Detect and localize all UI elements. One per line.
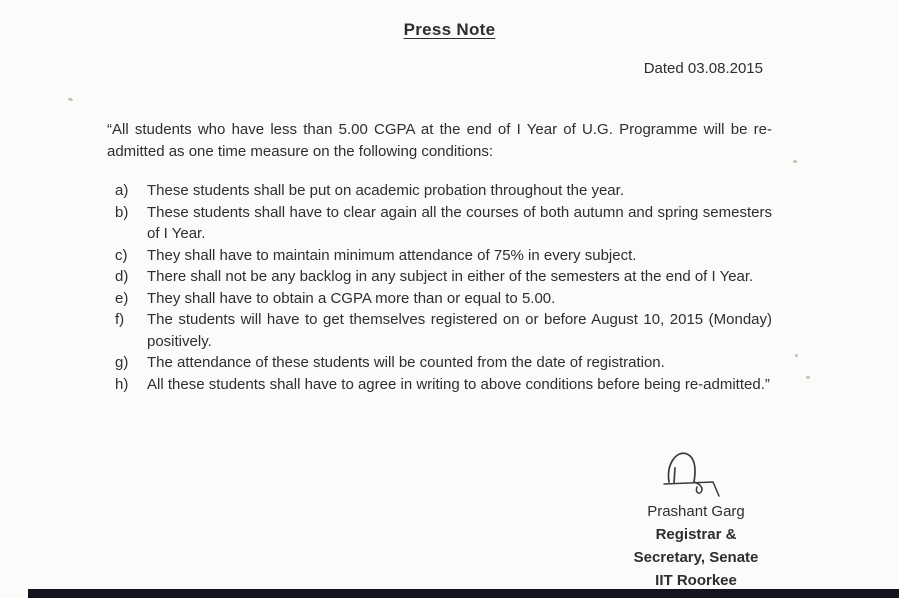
list-item-text: They shall have to maintain minimum attendance of 75% in every subject.: [147, 246, 637, 264]
scan-speck: [68, 97, 74, 102]
scan-speck: [795, 354, 798, 357]
page-title: Press Note: [403, 20, 496, 39]
scan-edge-artifact: [28, 589, 899, 598]
list-item-text: All these students shall have to agree in writing to above conditions before being re-admitted.”: [147, 375, 770, 393]
signatory-title-line3: IIT Roorkee: [655, 572, 737, 589]
scan-speck: [793, 160, 797, 163]
signature-block: [621, 448, 771, 592]
list-item-label: h): [115, 375, 129, 393]
signatory-title-line1: Registrar &: [655, 526, 737, 543]
list-item-label: f): [115, 311, 125, 328]
list-item: [115, 309, 772, 352]
list-item: [115, 266, 772, 288]
list-item-text: The students will have to get themselves registered on or before August 10, 2015 (Monday) positively.: [147, 311, 772, 350]
list-item-label: c): [115, 246, 128, 264]
list-item-text: The attendance of these students will be counted from the date of registration.: [147, 354, 665, 371]
list-item-text: There shall not be any backlog in any subject in either of the semesters at the end of I Year.: [147, 268, 754, 285]
handwritten-signature-icon: [661, 448, 735, 498]
list-item-label: e): [115, 289, 129, 307]
list-item-label: d): [115, 268, 129, 285]
list-item-label: b): [115, 203, 129, 221]
signatory-name: Prashant Garg: [647, 503, 745, 520]
document-date: Dated 03.08.2015: [643, 60, 763, 77]
list-item-label: a): [115, 182, 129, 199]
list-item: [115, 288, 772, 310]
list-item: [115, 352, 772, 374]
list-item-text: These students shall be put on academic probation throughout the year.: [147, 182, 624, 199]
list-item-text: These students shall have to clear again all the courses of both autumn and spring semesters of I Year.: [147, 203, 772, 242]
scan-speck: [806, 376, 810, 379]
list-item: [115, 180, 772, 202]
intro-paragraph: “All students who have less than 5.00 CGPA at the end of I Year of U.G. Programme will be re-admitted as one time measure on the following conditions:: [107, 121, 772, 160]
list-item: [115, 202, 772, 245]
conditions-list: [115, 180, 772, 395]
list-item-label: g): [115, 354, 129, 371]
list-item: [115, 245, 772, 267]
list-item-text: They shall have to obtain a CGPA more than or equal to 5.00.: [147, 289, 556, 307]
list-item: [115, 374, 772, 396]
signatory-title-line2: Secretary, Senate: [633, 549, 759, 566]
